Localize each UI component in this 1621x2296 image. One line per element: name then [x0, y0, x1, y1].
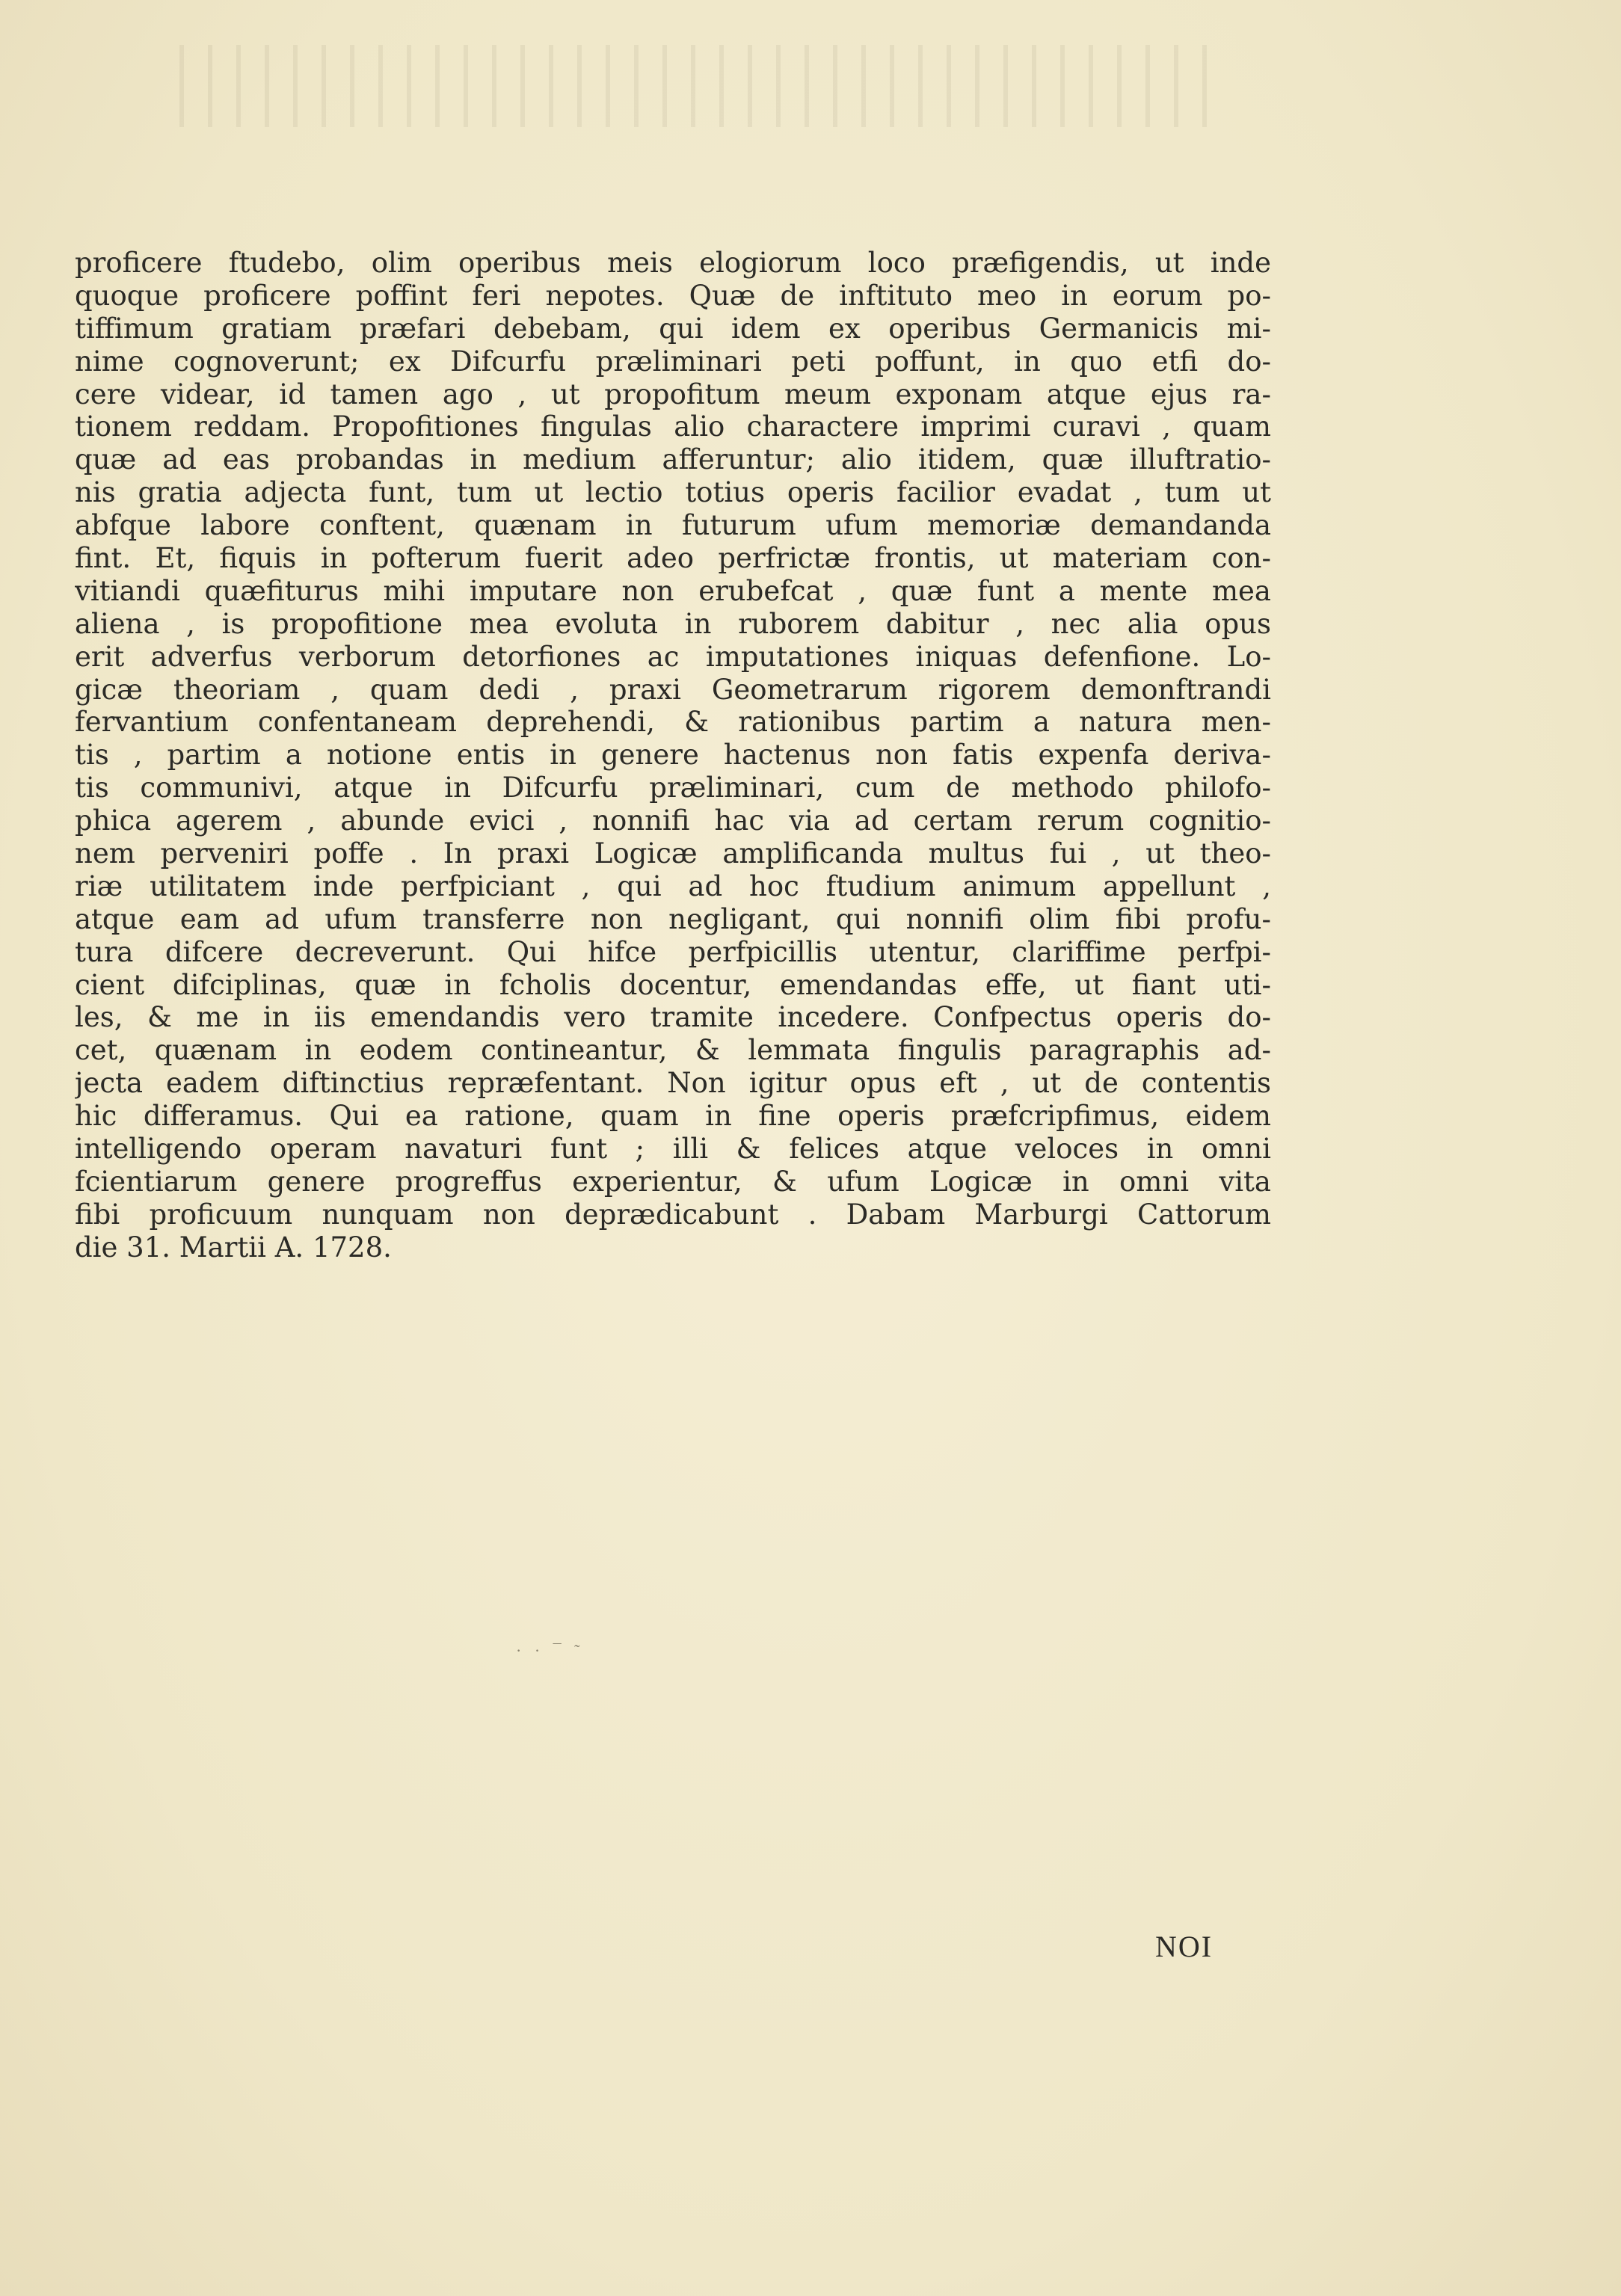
text-line: nem perveniri poffe . In praxi Logicæ amplificanda multus fui , ut theo- — [75, 837, 1271, 870]
text-line: fint. Et, fiquis in pofterum fuerit adeo perfrictæ frontis, ut materiam con- — [75, 542, 1271, 575]
text-line: tis communivi, atque in Difcurfu præliminari, cum de methodo philofo- — [75, 772, 1271, 804]
text-line: intelligendo operam navaturi funt ; illi & felices atque veloces in omni — [75, 1133, 1271, 1166]
text-line: phica agerem , abunde evici , nonnifi hac via ad certam rerum cognitio- — [75, 804, 1271, 837]
text-line: hic differamus. Qui ea ratione, quam in fine operis præfcripfimus, eidem — [75, 1100, 1271, 1133]
text-line: cet, quænam in eodem contineantur, & lemmata fingulis paragraphis ad- — [75, 1034, 1271, 1067]
text-line: cere videar, id tamen ago , ut propofitum meum exponam atque ejus ra- — [75, 378, 1271, 410]
stray-marks: · · ¯ ˜ — [516, 1641, 585, 1660]
text-line: fibi proficuum nunquam non deprædicabunt . Dabam Marburgi Cattorum — [75, 1198, 1271, 1231]
text-line: abfque labore conftent, quænam in futurum ufum memoriæ demandanda — [75, 509, 1271, 542]
text-line: quæ ad eas probandas in medium afferuntur; alio itidem, quæ illuftratio- — [75, 443, 1271, 476]
text-line: nime cognoverunt; ex Difcurfu præliminari peti poffunt, in quo etfi do- — [75, 345, 1271, 378]
text-line: proficere ftudebo, olim operibus meis elogiorum loco præfigendis, ut inde — [75, 247, 1271, 279]
text-line: tionem reddam. Propofitiones fingulas alio charactere imprimi curavi , quam — [75, 410, 1271, 443]
text-line: aliena , is propofitione mea evoluta in ruborem dabitur , nec alia opus — [75, 607, 1271, 640]
text-line: tiffimum gratiam præfari debebam, qui idem ex operibus Germanicis mi- — [75, 312, 1271, 345]
text-line: fcientiarum genere progreffus experientur, & ufum Logicæ in omni vita — [75, 1165, 1271, 1198]
catchword: NOI — [1155, 1930, 1214, 1963]
text-line: cient difciplinas, quæ in fcholis docentur, emendandas effe, ut fiant uti- — [75, 968, 1271, 1001]
text-line: riæ utilitatem inde perfpiciant , qui ad hoc ftudium animum appellunt , — [75, 870, 1271, 902]
text-line: tura difcere decreverunt. Qui hifce perfpicillis utentur, clariffime perfpi- — [75, 935, 1271, 968]
latin-preface-text — [75, 247, 1271, 1264]
text-line: gicæ theoriam , quam dedi , praxi Geometrarum rigorem demonftrandi — [75, 673, 1271, 706]
text-line: quoque proficere poffint feri nepotes. Quæ de inftituto meo in eorum po- — [75, 279, 1271, 312]
text-line: nis gratia adjecta funt, tum ut lectio totius operis facilior evadat , tum ut — [75, 476, 1271, 509]
text-line-date: die 31. Martii A. 1728. — [75, 1231, 392, 1264]
text-line: vitiandi quæfiturus mihi imputare non erubefcat , quæ funt a mente mea — [75, 574, 1271, 607]
text-line: fervantium confentaneam deprehendi, & rationibus partim a natura men- — [75, 706, 1271, 739]
show-through-texture — [179, 45, 1226, 127]
text-line: atque eam ad ufum transferre non negligant, qui nonnifi olim fibi profu- — [75, 902, 1271, 935]
text-line: tis , partim a notione entis in genere hactenus non fatis expenfa deriva- — [75, 739, 1271, 772]
text-line: jecta eadem diftinctius repræfentant. Non igitur opus eft , ut de contentis — [75, 1067, 1271, 1100]
text-line: les, & me in iis emendandis vero tramite incedere. Confpectus operis do- — [75, 1001, 1271, 1034]
text-line: erit adverfus verborum detorfiones ac imputationes iniquas defenfione. Lo- — [75, 640, 1271, 673]
